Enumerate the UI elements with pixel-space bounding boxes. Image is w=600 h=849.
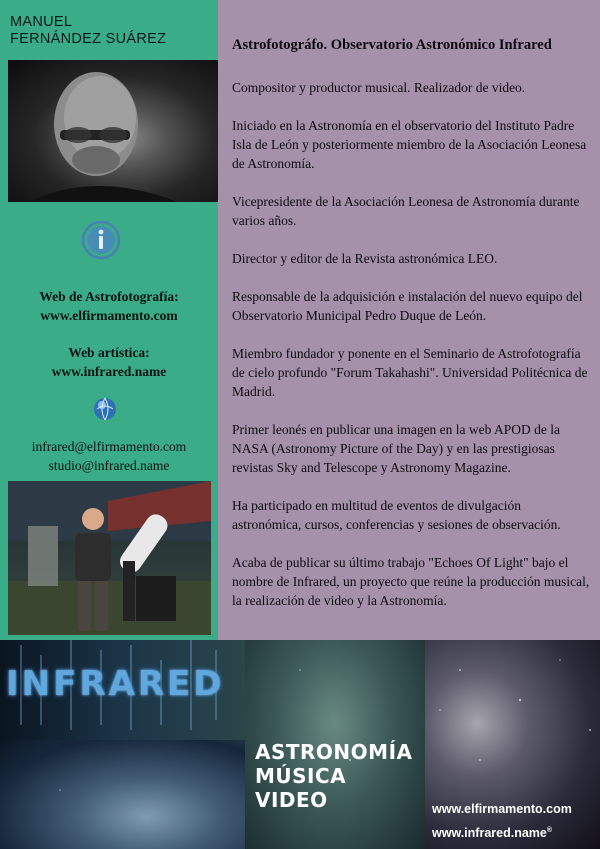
author-name: [10, 14, 166, 48]
banner-url-elfirmamento[interactable]: www.elfirmamento.com: [432, 802, 572, 816]
bio-paragraph: Miembro fundador y ponente en el Seminario de Astrofotografía de cielo profundo "Forum Takahashi". Universidad Politécnica de Madrid.: [232, 346, 588, 399]
tagline-music: MÚSICA: [255, 764, 347, 788]
bio-paragraph: Vicepresidente de la Asociación Leonesa de Astronomía durante varios años.: [232, 194, 580, 228]
email-link-1[interactable]: infrared@elfirmamento.com: [31, 439, 187, 454]
bio-paragraph: Primer leonés en publicar una imagen en la web APOD de la NASA (Astronomy Picture of the Day) y en las prestigiosas revistas Sky and Telescope y Astronomy Magazine.: [232, 422, 561, 475]
author-first-name: MANUEL: [10, 14, 73, 30]
portrait-illustration: [8, 60, 218, 202]
biography-list: [232, 78, 592, 629]
bio-paragraph: Director y editor de la Revista astronómica LEO.: [232, 251, 498, 266]
tagline: [255, 740, 413, 812]
author-portrait: [8, 60, 218, 202]
web-astro-link[interactable]: www.elfirmamento.com: [40, 308, 178, 323]
info-icon: [81, 220, 121, 260]
tagline-video: VIDEO: [255, 788, 328, 812]
registered-mark: ®: [546, 827, 553, 834]
globe-icon: [93, 397, 117, 421]
bio-paragraph: Iniciado en la Astronomía en el observatorio del Instituto Padre Isla de León y posteriormente miembro de la Asociación Leonesa de Astronomía.: [232, 118, 587, 171]
email-link-2[interactable]: studio@infrared.name: [48, 458, 170, 473]
banner-url-infrared-text[interactable]: www.infrared.name: [432, 826, 547, 841]
bio-paragraph: Compositor y productor musical. Realizador de video.: [232, 80, 526, 95]
page-title: Astrofotográfo. Observatorio Astronómico Infrared: [232, 37, 552, 53]
bio-paragraph: Ha participado en multitud de eventos de divulgación astronómica, cursos, conferencias y sesiones de observación.: [232, 498, 561, 532]
bio-paragraph: Responsable de la adquisición e instalación del nuevo equipo del Observatorio Municipal Pedro Duque de León.: [232, 289, 583, 323]
sidebar: [0, 0, 218, 640]
web-art-label: Web artística:: [68, 345, 150, 360]
web-astro-label: Web de Astrofotografía:: [39, 289, 179, 304]
author-last-name: FERNÁNDEZ SUÁREZ: [10, 31, 167, 47]
infrared-logo: INFRARED: [6, 664, 225, 704]
banner-urls: [432, 798, 572, 844]
bio-paragraph: Acaba de publicar su último trabajo "Echoes Of Light" bajo el nombre de Infrared, un proyecto que reúne la producción musical, la realización de video y la Astronomía.: [232, 555, 590, 608]
telescope-photo: [8, 481, 211, 635]
banner-url-infrared[interactable]: [432, 820, 572, 844]
biography-panel: [218, 0, 600, 640]
web-art-link[interactable]: www.infrared.name: [51, 364, 167, 379]
tagline-astronomy: ASTRONOMÍA: [255, 740, 413, 764]
